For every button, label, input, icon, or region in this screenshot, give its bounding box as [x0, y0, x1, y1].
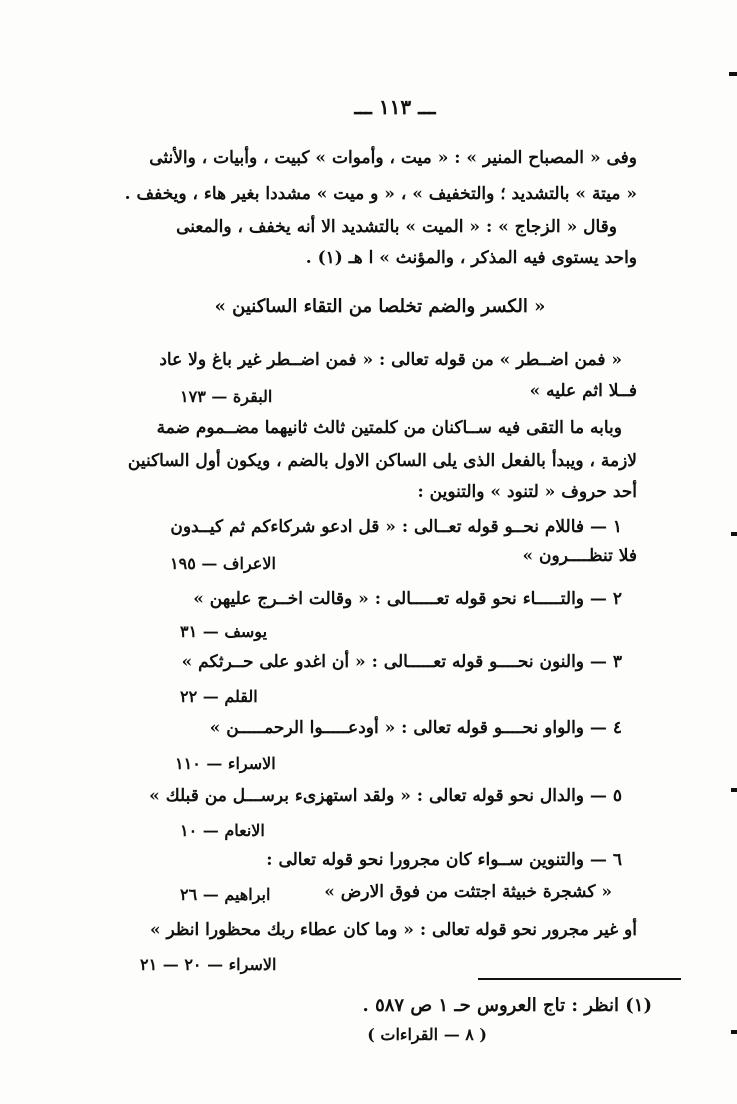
page-signature: ( ٨ — القراءات ): [367, 1025, 487, 1044]
example-6-reference-c: الاسراء — ٢٠ — ٢١: [140, 955, 277, 974]
example-2-line-a: ٢ — والتـــــاء نحو قوله تعـــــالى : « وقالت اخــرج عليهن »: [193, 589, 622, 609]
example-1-line-a: ١ — فاللام نحــو قوله تعــالى : « قل ادعو شركاءكم ثم كيــدون: [170, 517, 622, 537]
section-body-line-3: وبابه ما التقى فيه ســاكنان من كلمتين ثالث ثانيهما مضــموم ضمة: [156, 418, 622, 438]
section-body-line-2: فــلا اثم عليه »: [529, 381, 637, 401]
paragraph-1-line-2: « ميتة » بالتشديد ؛ والتخفيف » ، « و ميت » مشددا بغير هاء ، ويخفف .: [124, 184, 637, 204]
example-1-reference: الاعراف — ١٩٥: [170, 554, 276, 573]
example-6-line-a: ٦ — والتنوين ســواء كان مجرورا نحو قوله تعالى :: [266, 850, 622, 870]
example-3-reference: القلم — ٢٢: [180, 687, 258, 706]
section-body-line-4: لازمة ، ويبدأ بالفعل الذى يلى الساكن الاول بالضم ، ويكون أول الساكنين: [127, 451, 637, 471]
example-5-line-a: ٥ — والدال نحو قوله تعالى : « ولقد استهزىء برســـل من قبلك »: [149, 786, 622, 806]
scan-edge-mark-bottom: [731, 1030, 737, 1034]
footnote: (١) انظر : تاج العروس حـ ١ ص ٥٨٧ .: [362, 995, 652, 1016]
paragraph-1-line-3: وقال « الزجاج » : « الميت » بالتشديد الا أنه يخفف ، والمعنى: [176, 217, 617, 237]
example-4-reference: الاسراء — ١١٠: [175, 754, 276, 773]
footnote-divider: [478, 978, 681, 980]
section-body-line-5: أحد حروف « لتنود » والتنوين :: [417, 482, 637, 502]
example-4-line-a: ٤ — والواو نحــــو قوله تعالى : « أودعـــــوا الرحمـــــن »: [209, 718, 622, 738]
paragraph-1-line-4: واحد يستوى فيه المذكر ، والمؤنث » ا هـ (١) .: [305, 248, 637, 268]
example-1-line-b: فلا تنظــــرون »: [522, 546, 637, 566]
example-3-line-a: ٣ — والنون نحــــو قوله تعـــــالى : « أن اغدو على حــرثكم »: [181, 652, 622, 672]
section-body-line-1: « فمن اضــطر » من قوله تعالى : « فمن اضــطر غير باغ ولا عاد: [159, 350, 622, 370]
example-6-line-b: « كشجرة خبيثة اجتثت من فوق الارض »: [324, 882, 612, 902]
section-heading: « الكسر والضم تخلصا من التقاء الساكنين »: [214, 296, 546, 317]
scan-edge-mark-top: [729, 72, 737, 76]
example-6-reference-b: ابراهيم — ٢٦: [180, 885, 271, 904]
example-2-reference: يوسف — ٣١: [180, 622, 268, 641]
paragraph-1-line-1: وفى « المصباح المنير » : « ميت ، وأموات » كبيت ، وأبيات ، والأنثى: [149, 148, 637, 168]
scan-edge-mark-middle: [731, 532, 737, 536]
example-5-reference: الانعام — ١٠: [180, 821, 265, 840]
page-number: ـــ ١١٣ ـــ: [354, 95, 436, 119]
section-body-reference: البقرة — ١٧٣: [180, 387, 273, 406]
example-6-line-c: أو غير مجرور نحو قوله تعالى : « وما كان عطاء ربك محظورا انظر »: [149, 920, 637, 940]
scan-edge-mark-lower: [731, 788, 737, 792]
